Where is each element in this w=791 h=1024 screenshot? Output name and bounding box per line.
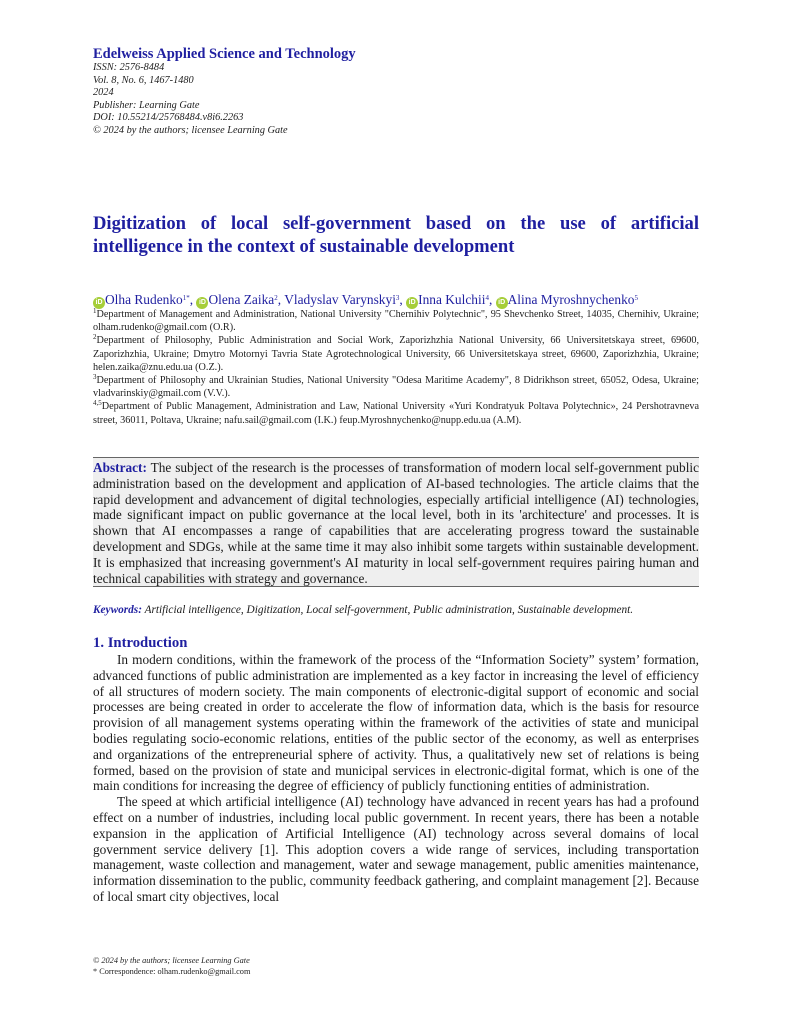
orcid-icon[interactable]: iD: [406, 297, 418, 309]
author-separator: ,: [277, 292, 285, 307]
author-3[interactable]: [406, 292, 496, 307]
paper-title-line-1: Digitization of local self-government based on the use of artificial: [93, 213, 699, 234]
paper-title-line-2: intelligence in the context of sustainable development: [93, 236, 515, 257]
affiliation-4: [93, 400, 699, 426]
keywords-text: Artificial intelligence, Digitization, Local self-government, Public administration, Sustainable development.: [141, 604, 634, 616]
paragraph: In modern conditions, within the framework of the process of the “Information Society” system’ formation, advanced functions of public administration are implemented as a key factor in increasing the level of efficiency of all structures of modern society. The main components of electronic-digital support of economic and social processes are being created in order to accelerate the flow of information data, which is the basis for resource provision of all management systems operating within the framework of the activities of state and municipal bodies regulating socio-economic relations, entities of the public sector of the economy, as well as enterprises and organizations of the entrepreneurial sphere of activity. Thus, a qualitatively new set of relations is being formed, based on the provision of state and municipal services in electronic-digital format, which is one of the main conditions for increasing the degree of efficiency of publicly functioning entities of administration.: [93, 652, 699, 794]
author-separator: ,: [488, 292, 496, 307]
journal-publisher: Publisher: Learning Gate: [93, 99, 200, 111]
orcid-icon[interactable]: iD: [93, 297, 105, 309]
keywords: [93, 603, 699, 617]
journal-copyright: © 2024 by the authors; licensee Learning Gate: [93, 124, 288, 136]
abstract-text: The subject of the research is the processes of transformation of modern local self-government public administration based on the development and application of AI-based technologies. The article claims that the rapid development and advancement of digital technologies, especially artificial intelligence (AI) technologies, made significant impact on public governance at the local level, both in its 'architecture' and processes. It is shown that AI encompasses a range of capabilities that are accelerating progress toward the sustainable development and SDGs, while at the same time it may also inhibit some targets within sustainable development. It is emphasized that increasing government's AI maturity in local self-government requires pairing human and technical capabilities with strategy and governance.: [93, 460, 699, 586]
journal-volume: Vol. 8, No. 6, 1467-1480: [93, 74, 194, 86]
abstract-box: [93, 457, 699, 587]
affiliation-text: Department of Philosophy, Public Administration and Social Work, Zaporizhzhia National University, 66 Universitetskaya street, 69600, Zaporizhzhia, Ukraine; Dmytro Motornyi Tavria State Agrotechnological University, 66 Universitetskaya street, 69600, Zaporizhzhia, Ukraine; helen.zaika@znu.edu.ua (O.Z.).: [93, 335, 699, 373]
author-2: [284, 292, 406, 307]
abstract: [93, 460, 699, 586]
journal-issn: ISSN: 2576-8484: [93, 62, 165, 73]
affiliation-1: [93, 308, 699, 334]
author-name: Vladyslav Varynskyi: [284, 292, 396, 307]
affiliation-3: [93, 374, 699, 400]
journal-doi[interactable]: DOI: 10.55214/25768484.v8i6.2263: [93, 112, 244, 124]
section-heading: 1. Introduction: [93, 635, 188, 651]
author-sup: 2: [274, 294, 278, 302]
author-list: [93, 292, 638, 309]
orcid-icon[interactable]: iD: [496, 297, 508, 309]
section-body: [93, 652, 699, 905]
author-sup: 5: [634, 294, 638, 302]
author-name: Inna Kulchii: [418, 292, 486, 307]
affiliation-text: Department of Management and Administration, National University "Chernihiv Polytechnic", 95 Shevchenko Street, 14035, Chernihiv, Ukraine; olham.rudenko@gmail.com (O.R).: [93, 309, 699, 334]
author-sup: 4: [485, 294, 489, 302]
orcid-icon[interactable]: iD: [196, 297, 208, 309]
journal-name: Edelweiss Applied Science and Technology: [93, 46, 356, 62]
journal-year: 2024: [93, 87, 114, 99]
abstract-label: Abstract:: [93, 460, 147, 475]
author-name: Olha Rudenko: [105, 292, 183, 307]
affiliation-text: Department of Public Management, Administration and Law, National University «Yuri Kondratyuk Poltava Polytechnic», 24 Pershotravneva street, 36011, Poltava, Ukraine; nafu.sail@gmail.com (I.K.) feup.Myroshnychenko@nupp.edu.ua (A.M).: [93, 401, 699, 426]
keywords-label: Keywords:: [93, 604, 142, 616]
footer-copyright: © 2024 by the authors; licensee Learning Gate: [93, 956, 250, 965]
author-1[interactable]: [196, 292, 284, 307]
author-sup: 1*: [182, 294, 190, 302]
affiliation-2: [93, 334, 699, 374]
affiliation-sup: 3: [93, 373, 97, 382]
page-footer: [93, 955, 250, 977]
author-sup: 3: [395, 294, 400, 302]
author-name: Olena Zaika: [208, 292, 275, 307]
author-separator: ,: [189, 292, 197, 307]
affiliation-sup: 2: [93, 333, 97, 342]
author-name: Alina Myroshnychenko: [507, 292, 635, 307]
paper-title: [93, 212, 699, 258]
affiliation-sup: 4,5: [93, 399, 102, 408]
affiliations: [93, 308, 699, 427]
affiliation-text: Department of Philosophy and Ukrainian Studies, National University "Odesa Maritime Academy", 8 Didrikhson street, 65052, Odesa, Ukraine; vladvarinskiy@gmail.com (V.V.).: [93, 375, 699, 400]
author-separator: ,: [399, 292, 407, 307]
affiliation-sup: 1: [93, 307, 97, 315]
footer-correspondence: * Correspondence: olham.rudenko@gmail.com: [93, 967, 251, 976]
paragraph: The speed at which artificial intelligence (AI) technology have advanced in recent years has had a profound effect on a number of industries, including local public government. In recent years, there has been a notable expansion in the application of Artificial Intelligence (AI) technology across several domains of local government service delivery [1]. This adoption covers a wide range of services, including transportation management, waste collection and management, water and sewage management, public amenities maintenance, information dissemination to the public, community feedback gathering, and complaint management [2]. Because of local smart city objectives, local: [93, 794, 699, 904]
journal-header: [93, 46, 356, 138]
author-0[interactable]: [93, 292, 196, 307]
author-4[interactable]: [496, 292, 638, 307]
